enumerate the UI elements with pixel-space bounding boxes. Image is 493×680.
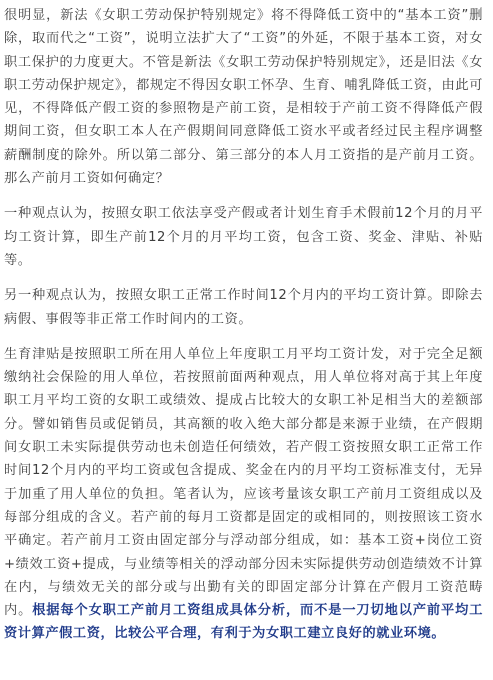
paragraph-view-two: 另一种观点认为，按照女职工正常工作时间12个月内的平均工资计算。即除去病假、事假等非正常工作时间内的工资。: [4, 288, 483, 327]
paragraph-author-opinion: [4, 343, 483, 646]
opinion-text: 生育津贴是按照职工所在用人单位上年度职工月平均工资计发，对于完全足额缴纳社会保险的用人单位，若按照前面两种观点，用人单位将对高于其上年度职工月平均工资的女职工或绩效、提成占比较大的女职工补足相当大的差额部分。譬如销售员或促销员，其高额的收入绝大部分都是来源于业绩，在产假期间女职工未实际提供劳动也未创造任何绩效，若产假工资按照女职工正常工作时间12个月内的平均工资或包含提成、奖金在内的月平均工资标准支付，无异于加重了用人单位的负担。笔者认为，应该考量该女职工产前月工资组成以及每部分组成的含义。若产前的每月工资都是固定的或相同的，则按照该工资水平确定。若产前月工资由固定部分与浮动部分组成，如：基本工资+岗位工资+绩效工资+提成，与业绩等相关的浮动部分因未实际提供劳动创造绩效不计算在内，与绩效无关的部分或与出勤有关的即固定部分计算在产假月工资范畴内。: [4, 346, 483, 619]
paragraph-wage-definition: 很明显，新法《女职工劳动保护特别规定》将不得降低工资中的“基本工资”删除，取而代之“工资”，说明立法扩大了“工资”的外延，不限于基本工资，对女职工保护的力度更大。不管是新法《女职工劳动保护特别规定》，还是旧法《女职工劳动保护规定》，都规定不得因女职工怀孕、生育、哺乳降低工资，由此可见，不得降低产假工资的参照物是产前工资，是相较于产前工资不得降低产假期间工资，但女职工本人在产假期间同意降低工资水平或者经过民主程序调整薪酬制度的除外。所以第二部分、第三部分的本人月工资指的是产前月工资。那么产前月工资如何确定？: [4, 8, 483, 187]
opinion-conclusion-highlight: 根据每个女职工产前月工资组成具体分析，而不是一刀切地以产前平均工资计算产假工资，比较公平合理，有利于为女职工建立良好的就业环境。: [4, 603, 483, 642]
paragraph-view-one: 一种观点认为，按照女职工依法享受产假或者计划生育手术假前12个月的月平均工资计算，即生产前12个月的月平均工资，包含工资、奖金、津贴、补贴等。: [4, 206, 483, 268]
